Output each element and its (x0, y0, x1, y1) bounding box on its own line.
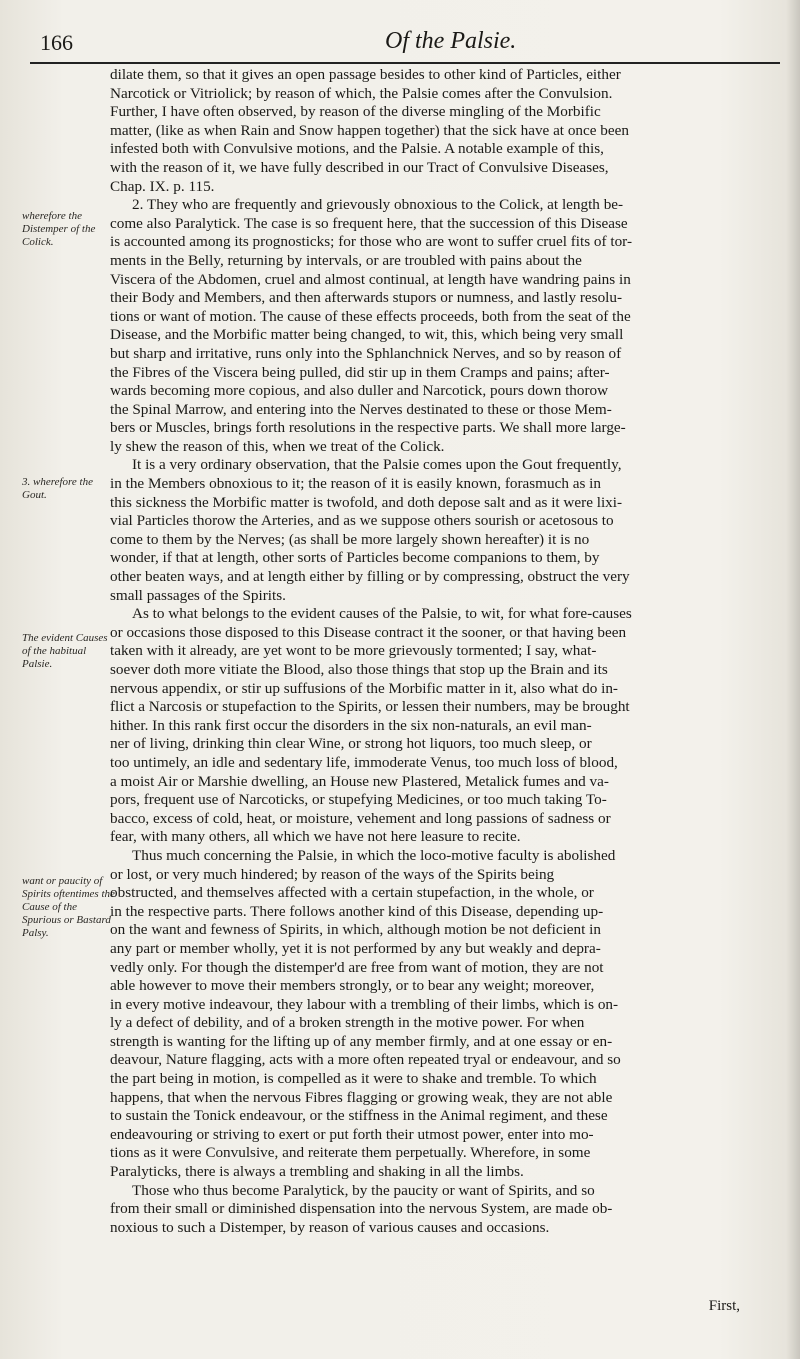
text-line: in the respective parts. There follows another kind of this Disease, depending up- (110, 902, 604, 920)
running-head: Of the Palsie. (385, 28, 517, 54)
text-line: As to what belongs to the evident causes of the Palsie, to wit, for what fore-causes (132, 605, 632, 623)
text-line: hither. In this rank first occur the disorders in the six non-naturals, an evil man- (110, 716, 592, 734)
text-line: ly shew the reason of this, when we treat of the Colick. (110, 437, 445, 455)
page-number: 166 (40, 30, 73, 55)
text-line: noxious to such a Distemper, by reason of various causes and occasions. (110, 1218, 550, 1236)
text-line: pors, frequent use of Narcoticks, or stupefying Medicines, or too much taking To- (110, 791, 607, 809)
text-line: ly a defect of debility, and of a broken strength in the motive power. For when (110, 1014, 585, 1032)
text-line: able however to move their members strongly, or to bear any weight; moreover, (110, 977, 595, 995)
text-line: strength is wanting for the lifting up of any member firmly, and at one essay or en- (110, 1032, 613, 1050)
text-line: deavour, Nature flagging, acts with a more often repeated tryal or endeavour, and so (110, 1051, 621, 1069)
text-line: taken with it already, are yet wont to be more grievously tormented; I say, what- (110, 642, 597, 660)
text-line: Chap. IX. p. 115. (110, 177, 215, 195)
text-line: or occasions those disposed to this Disease contract it the sooner, or that having been (110, 623, 627, 641)
text-line: nervous appendix, or stir up suffusions of the Morbific matter in it, also what do in- (110, 679, 618, 697)
text-line: fear, with many others, all which we have not here leasure to recite. (110, 828, 521, 846)
text-line: on the want and fewness of Spirits, in which, although motion be not deficient in (110, 921, 601, 939)
paragraph-3 (110, 456, 742, 605)
margin-note-colick: wherefore the Distemper of the Colick. (22, 210, 96, 248)
text-line: any part or member wholly, yet it is not performed by any but weakly and depra- (110, 939, 601, 957)
text-line: the Spinal Marrow, and entering into the Nerves destinated to these or those Mem- (110, 400, 612, 418)
text-line: to sustain the Tonick endeavour, or the stiffness in the Animal regiment, and these (110, 1107, 608, 1125)
text-line: vedly only. For though the distemper'd are free from want of motion, they are not (110, 958, 604, 976)
paragraph-1 (110, 66, 742, 196)
paragraph-4 (110, 605, 742, 847)
text-line: small passages of the Spirits. (110, 586, 286, 604)
body-text (110, 66, 742, 1237)
text-line: tions as it were Convulsive, and reiterate them perpetually. Wherefore, in some (110, 1144, 591, 1162)
text-line: their Body and Members, and then afterwards stupors or numness, and lastly resolu- (110, 289, 623, 307)
text-line: in the Members obnoxious to it; the reason of it is easily known, forasmuch as in (110, 475, 601, 493)
paragraph-5 (110, 847, 742, 1182)
text-line: come also Paralytick. The case is so frequent here, that the succession of this Disease (110, 214, 628, 232)
text-line: matter, (like as when Rain and Snow happen together) that the sick have at once been (110, 121, 629, 139)
text-line: dilate them, so that it gives an open passage besides to other kind of Particles, either (110, 66, 621, 83)
text-line: this sickness the Morbific matter is twofold, and doth depose salt and as it were lixi- (110, 493, 623, 511)
text-line: too untimely, an idle and sedentary life, immoderate Venus, too much loss of blood, (110, 753, 618, 771)
text-line: 2. They who are frequently and grievously obnoxious to the Colick, at length be- (132, 196, 624, 214)
header-rule (30, 62, 780, 64)
text-line: endeavouring or striving to exert or put forth their utmost power, enter into mo- (110, 1125, 594, 1143)
paragraph-2 (110, 196, 742, 456)
text-line: or lost, or very much hindered; by reason of the ways of the Spirits being (110, 865, 555, 883)
text-line: flict a Narcosis or stupefaction to the Spirits, or lessen their numbers, may be brought (110, 698, 630, 716)
text-line: with the reason of it, we have fully described in our Tract of Convulsive Diseases, (110, 158, 609, 176)
text-line: ments in the Belly, returning by intervals, or are troubled with pains about the (110, 251, 582, 269)
text-line: from their small or diminished dispensation into the nervous System, are made ob- (110, 1200, 613, 1218)
text-line: Disease, and the Morbific matter being changed, to wit, this, which being very small (110, 326, 624, 344)
text-line: wonder, if that at length, other sorts of Particles become companions to them, by (110, 549, 600, 567)
margin-note-causes: The evident Causes of the habitual Palsie. (22, 632, 108, 670)
paragraph-6 (110, 1182, 742, 1238)
text-line: bers or Muscles, brings forth resolutions in the respective parts. We shall more large- (110, 419, 626, 437)
margin-note-spurious: want or paucity of Spirits oftentimes the Cause of the Spurious or Bastard Palsy. (22, 875, 115, 939)
text-line: Further, I have often observed, by reason of the diverse mingling of the Morbific (110, 103, 601, 121)
text-line: but sharp and irritative, runs only into the Sphlanchnick Nerves, and so by reason of (110, 344, 622, 362)
text-line: come to them by the Nerves; (as shall be more largely shown hereafter) it is no (110, 530, 590, 548)
page-edge-shadow (786, 0, 800, 1359)
text-line: other beaten ways, and at length either by filling or by compressing, obstruct the very (110, 568, 630, 586)
text-line: infested both with Convulsive motions, and the Palsie. A notable example of this, (110, 140, 604, 158)
text-line: Viscera of the Abdomen, cruel and almost continual, at length have wandring pains in (110, 270, 631, 288)
text-line: bacco, excess of cold, heat, or moisture, vehement and long passions of sadness or (110, 809, 611, 827)
text-line: Thus much concerning the Palsie, in which the loco-motive faculty is abolished (132, 846, 616, 864)
text-line: the part being in motion, is compelled as it were to shake and tremble. To which (110, 1070, 597, 1088)
text-line: happens, that when the nervous Fibres flagging or growing weak, they are not able (110, 1088, 613, 1106)
page-header (30, 22, 780, 58)
text-line: in every motive indeavour, they labour with a trembling of their limbs, which is on- (110, 995, 619, 1013)
text-line: It is a very ordinary observation, that the Palsie comes upon the Gout frequently, (132, 456, 622, 474)
text-line: Those who thus become Paralytick, by the paucity or want of Spirits, and so (132, 1181, 595, 1199)
text-line: obstructed, and themselves affected with a certain stupefaction, in the whole, or (110, 884, 594, 902)
text-line: the Fibres of the Viscera being pulled, did stir up in them Cramps and pains; after- (110, 363, 610, 381)
catchword: First, (708, 1298, 740, 1314)
text-line: is accounted among its prognosticks; for those who are wont to suffer cruel fits of tor- (110, 233, 632, 251)
text-line: a moist Air or Marshie dwelling, an House new Plastered, Metalick fumes and va- (110, 772, 609, 790)
margin-note-gout: 3. wherefore the Gout. (22, 476, 93, 501)
text-line: Narcotick or Vitriolick; by reason of which, the Palsie comes after the Convulsion. (110, 84, 613, 102)
text-line: Paralyticks, there is always a trembling and shaking in all the limbs. (110, 1163, 524, 1181)
text-line: tions or want of motion. The cause of these effects proceeds, both from the seat of the (110, 307, 631, 325)
text-line: vial Particles thorow the Arteries, and as we suppose others sourish or acetosous to (110, 512, 614, 530)
text-line: wards becoming more copious, and also duller and Narcotick, pours down thorow (110, 382, 609, 400)
text-line: soever doth more vitiate the Blood, also those things that stop up the Brain and its (110, 661, 608, 678)
text-line: ner of living, drinking thin clear Wine, or strong hot liquors, too much sleep, or (110, 735, 592, 753)
